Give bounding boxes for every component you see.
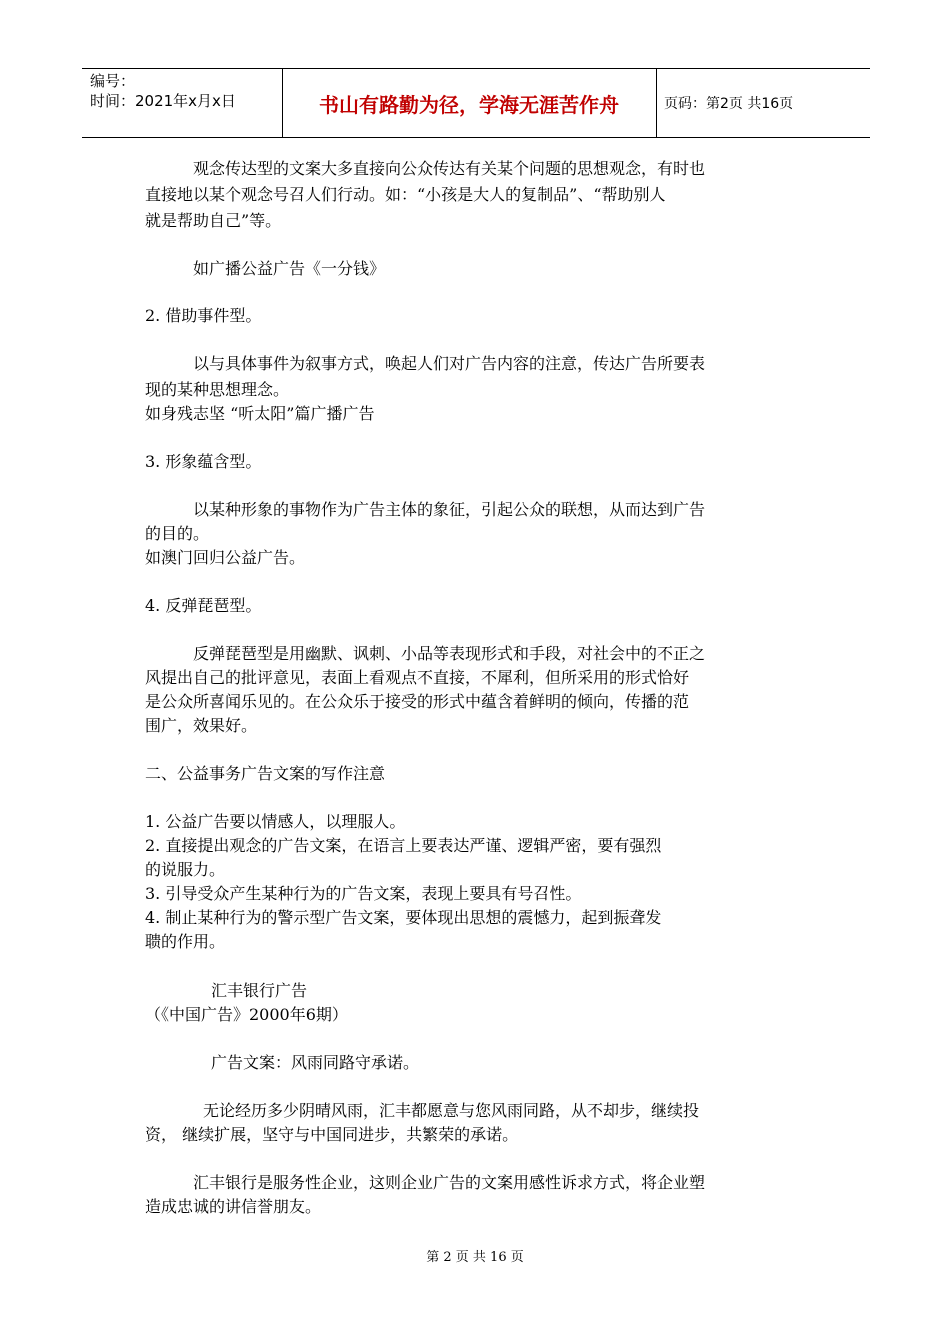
section-heading: 4. 反弹琵琶型。 — [145, 596, 262, 615]
body-line: 造成忠诚的讲信誉朋友。 — [145, 1197, 322, 1216]
list-item: 聩的作用。 — [145, 932, 226, 951]
body-line: 就是帮助自己”等。 — [145, 211, 282, 230]
list-item: 2. 直接提出观念的广告文案，在语言上要表达严谨、逻辑严密，要有强烈 — [145, 836, 662, 855]
ad-source: （《中国广告》2000年6期） — [145, 1005, 348, 1024]
body-line: 无论经历多少阴晴风雨，汇丰都愿意与您风雨同路，从不却步，继续投 — [203, 1101, 700, 1120]
list-item: 1. 公益广告要以情感人，以理服人。 — [145, 812, 406, 831]
body-line: 风提出自己的批评意见，表面上看观点不直接，不犀利，但所采用的形式恰好 — [145, 668, 690, 687]
section-heading: 2. 借助事件型。 — [145, 306, 262, 325]
body-line: 围广，效果好。 — [145, 716, 258, 735]
body-line: 如澳门回归公益广告。 — [145, 548, 306, 567]
list-item: 3. 引导受众产生某种行为的广告文案，表现上要具有号召性。 — [145, 884, 582, 903]
body-line: 如广播公益广告《一分钱》 — [193, 259, 386, 278]
page-footer: 第 2 页 共 16 页 — [426, 1250, 524, 1265]
header-meta-cell — [82, 69, 283, 137]
body-line: 以与具体事件为叙事方式，唤起人们对广告内容的注意，传达广告所要表 — [193, 354, 706, 373]
page-header — [82, 68, 870, 138]
body-line: 现的某种思想理念。 — [145, 380, 290, 399]
body-line: 反弹琵琶型是用幽默、讽刺、小品等表现形式和手段，对社会中的不正之 — [193, 644, 706, 663]
section-heading: 二、公益事务广告文案的写作注意 — [145, 764, 386, 783]
list-item: 4. 制止某种行为的警示型广告文案，要体现出思想的震憾力，起到振聋发 — [145, 908, 662, 927]
body-line: 以某种形象的事物作为广告主体的象征，引起公众的联想，从而达到广告 — [193, 500, 706, 519]
document-date-label: 时间：2021年x月x日 — [90, 92, 236, 110]
body-line: 直接地以某个观念号召人们行动。如：“小孩是大人的复制品”、“帮助别人 — [145, 185, 666, 204]
body-line: 的目的。 — [145, 524, 210, 543]
body-line: 如身残志坚 “听太阳”篇广播广告 — [145, 404, 375, 423]
body-line: 是公众所喜闻乐见的。在公众乐于接受的形式中蕴含着鲜明的倾向，传播的范 — [145, 692, 690, 711]
list-item: 的说服力。 — [145, 860, 226, 879]
document-number-label: 编号： — [90, 72, 136, 90]
ad-copy-heading: 广告文案：风雨同路守承诺。 — [211, 1053, 420, 1072]
header-motto: 书山有路勤为径，学海无涯苦作舟 — [282, 69, 657, 137]
header-page-info-cell — [656, 69, 870, 137]
ad-title: 汇丰银行广告 — [211, 981, 308, 1000]
header-page-info: 页码：第2页 共16页 — [664, 96, 794, 112]
section-heading: 3. 形象蕴含型。 — [145, 452, 262, 471]
body-line: 汇丰银行是服务性企业，这则企业广告的文案用感性诉求方式，将企业塑 — [193, 1173, 706, 1192]
body-line: 资， 继续扩展，坚守与中国同进步，共繁荣的承诺。 — [145, 1125, 519, 1144]
body-line: 观念传达型的文案大多直接向公众传达有关某个问题的思想观念，有时也 — [193, 159, 706, 178]
